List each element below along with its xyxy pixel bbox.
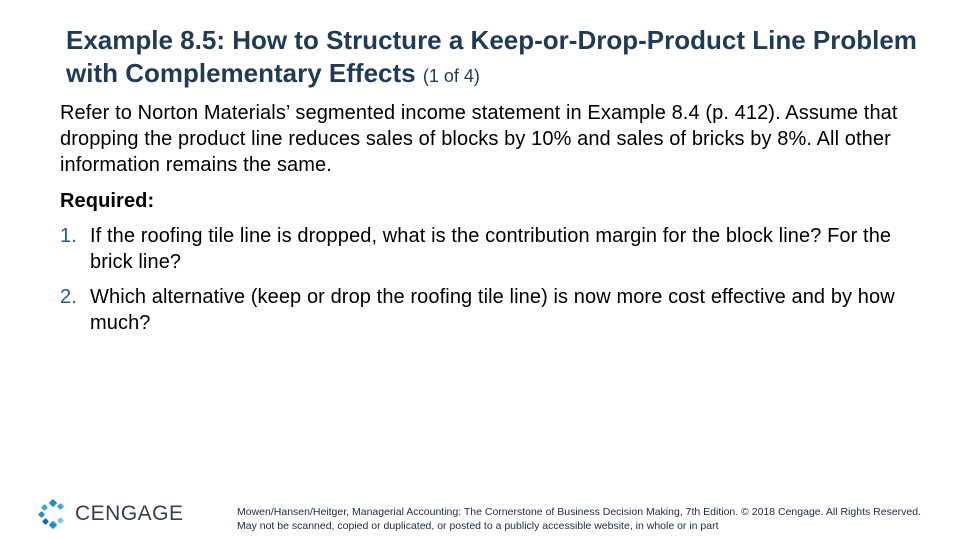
question-number: 2. [60, 286, 77, 308]
question-number: 1. [60, 225, 77, 247]
question-text: Which alternative (keep or drop the roofing tile line) is now more cost effective and by how much? [90, 286, 895, 334]
intro-paragraph: Refer to Norton Materials’ segmented income statement in Example 8.4 (p. 412). Assume that dropping the product line reduces sales of blocks by 10% and sales of bricks by 8%. All other information remains the same. [60, 102, 898, 176]
question-item [60, 284, 930, 336]
question-list [60, 223, 930, 336]
cengage-logo-text: CENGAGE [75, 502, 184, 525]
cengage-logo-icon [38, 499, 68, 529]
slide-title-main: Example 8.5: How to Structure a Keep-or-Drop-Product Line Problem with Complementary Effects [66, 25, 917, 88]
copyright-footer: Mowen/Hansen/Heitger, Managerial Accounting: The Cornerstone of Business Decision Making, 7th Edition. © 2018 Cengage. All Rights Reserved. May not be scanned, copied or duplicated, or posted to a publicly accessible website, in whole or in part [237, 506, 922, 532]
question-text: If the roofing tile line is dropped, what is the contribution margin for the block line? For the brick line? [90, 225, 892, 273]
slide-title-suffix: (1 of 4) [422, 66, 480, 86]
slide-title [66, 24, 926, 93]
slide-body [60, 100, 930, 345]
cengage-logo [38, 499, 184, 529]
question-item [60, 223, 930, 275]
required-label: Required: [60, 190, 155, 212]
